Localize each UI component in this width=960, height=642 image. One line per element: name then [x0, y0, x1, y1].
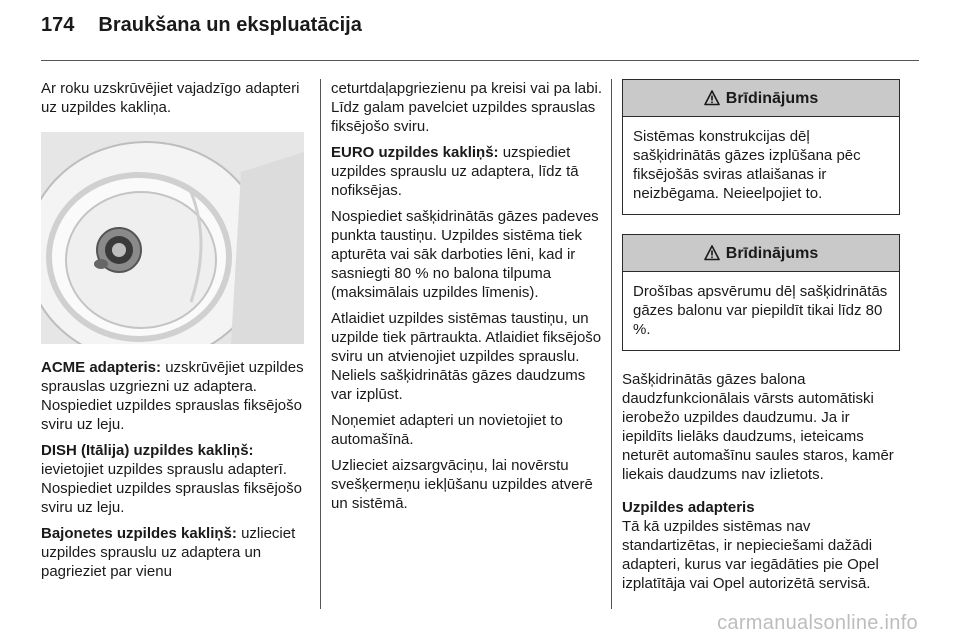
watermark: carmanualsonline.info	[717, 612, 918, 634]
section-heading: Uzpildes adapteris	[622, 499, 755, 516]
button-paragraph: Nospiediet sašķidrinātās gāzes padeves punkta taustiņu. Uzpildes sistēma tiek apturēta vai sāk darboties lēni, kad ir sasniegti 80 % no balona tilpuma (maksimālais uzpildes līmenis).	[331, 208, 599, 301]
remove-adapter-paragraph: Noņemiet adapteri un novietojiet to automašīnā.	[331, 412, 563, 448]
euro-label: EURO uzpildes kakliņš:	[331, 144, 499, 161]
valve-paragraph: Sašķidrinātās gāzes balona daudzfunkcionālais vārsts automātiski ierobežo uzpildes daudzumu. Ja ir iepildīts lielāks daudzums, ieteicams neturēt automašīnu saules staros, kamēr liekais daudzums nav izlietots.	[622, 371, 894, 483]
column-divider-1	[320, 79, 321, 609]
page-number: 174	[41, 14, 75, 36]
dish-label: DISH (Itālija) uzpildes kakliņš:	[41, 442, 254, 459]
column-2	[331, 79, 606, 520]
warning-text-1: Sistēmas konstrukcijas dēļ sašķidrinātās gāzes izplūšana pēc fiksējošās sviras atlaišanas ir neizbēgama. Neieelpojiet to.	[633, 128, 861, 202]
dish-text: ievietojiet uzpildes sprauslu adapterī. Nospiediet uzpildes sprauslas fiksējošo sviru uz leju.	[41, 461, 302, 516]
warning-box-1	[622, 79, 900, 215]
adapter-paragraph: Tā kā uzpildes sistēmas nav standartizētas, ir nepieciešami dažādi adapteri, kurus var iegādāties pie Opel izplatītāja vai Opel autorizētā servisā.	[622, 518, 879, 592]
warning-text-2: Drošības apsvērumu dēļ sašķidrinātās gāzes balonu var piepildīt tikai līdz 80 %.	[633, 283, 888, 338]
acme-label: ACME adapteris:	[41, 359, 162, 376]
column-1	[41, 79, 306, 588]
warning-header-1	[623, 80, 899, 117]
fuel-filler-illustration	[41, 132, 304, 344]
page-title: Braukšana un ekspluatācija	[98, 14, 362, 36]
column-divider-2	[611, 79, 612, 609]
warning-title-2: Brīdinājums	[725, 244, 819, 262]
bayonet-label: Bajonetes uzpildes kakliņš:	[41, 525, 237, 542]
intro-paragraph: Ar roku uzskrūvējiet vajadzīgo adapteri uz uzpildes kakliņa.	[41, 80, 300, 116]
acme-text: uzskrūvējiet uzpildes sprauslas uzgriezni uz adaptera. Nospiediet uzpildes sprauslas fiksējošo sviru uz leju.	[41, 359, 304, 433]
warning-header-2	[623, 235, 899, 272]
header-divider	[41, 60, 919, 61]
warning-icon	[704, 245, 720, 261]
euro-paragraph	[331, 143, 606, 200]
cap-paragraph: Uzlieciet aizsargvāciņu, lai novērstu svešķermeņu iekļūšanu uzpildes atverē un sistēmā.	[331, 457, 593, 512]
acme-paragraph	[41, 358, 306, 434]
dish-paragraph	[41, 441, 306, 517]
bayonet-paragraph	[41, 524, 306, 581]
release-paragraph: Atlaidiet uzpildes sistēmas taustiņu, un uzpilde tiek pārtraukta. Atlaidiet fiksējošo sviru un atvienojiet uzpildes sprauslu. Neliels sašķidrinātās gāzes daudzums var izplūst.	[331, 310, 602, 403]
euro-text: uzspiediet uzpildes sprauslu uz adaptera, līdz tā nofiksējas.	[331, 144, 579, 199]
continuation-paragraph: ceturtdaļapgriezienu pa kreisi vai pa labi. Līdz galam pavelciet uzpildes sprauslas fiksējošo sviru.	[331, 80, 602, 135]
warning-title-1: Brīdinājums	[725, 89, 819, 107]
warning-box-2	[622, 234, 900, 351]
warning-icon	[704, 90, 720, 106]
page-header	[41, 14, 362, 44]
bayonet-text: uzlieciet uzpildes sprauslu uz adaptera un pagrieziet par vienu	[41, 525, 296, 580]
column-3	[622, 79, 900, 600]
filler-neck-image	[41, 132, 304, 344]
